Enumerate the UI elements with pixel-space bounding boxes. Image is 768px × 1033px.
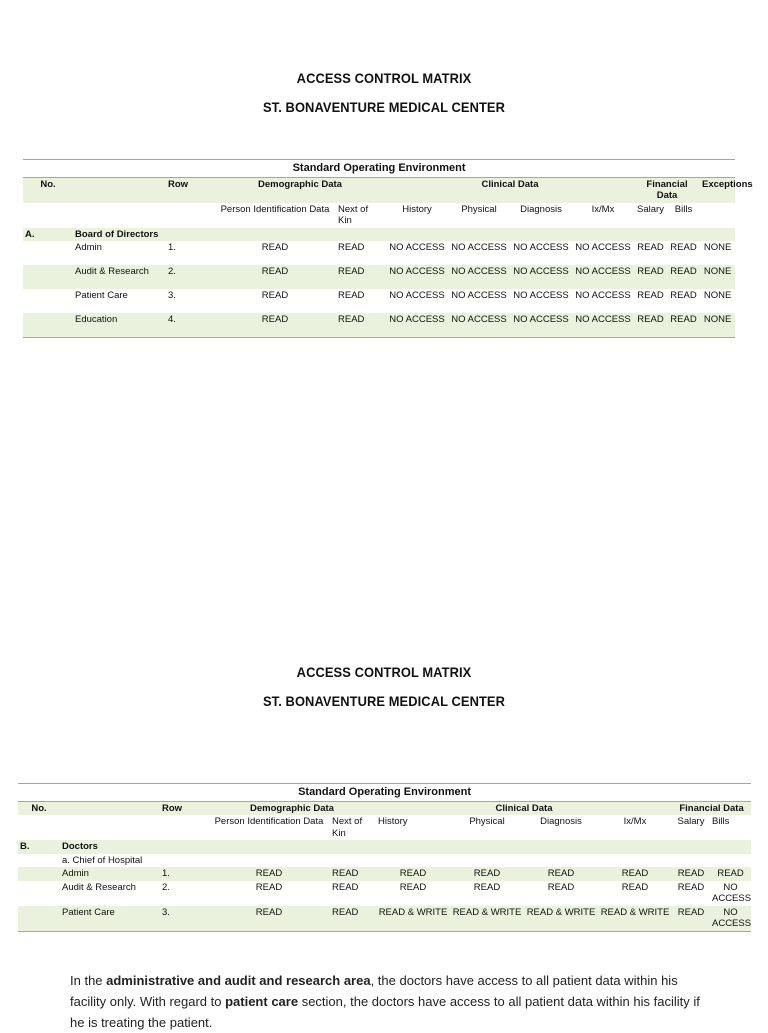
col-exceptions-header: Exceptions	[700, 177, 735, 203]
cell-ixmx: NO ACCESS	[575, 242, 631, 253]
cell-exceptions: NONE	[700, 265, 735, 289]
col-clinical-header: Clinical Data	[376, 801, 672, 815]
cell-physical: NO ACCESS	[451, 242, 507, 253]
cell-bills: READ	[667, 313, 700, 337]
row-number: 2.	[166, 265, 214, 289]
cell-salary: READ	[634, 265, 667, 289]
row-number: 3.	[160, 906, 208, 932]
cell-diagnosis: READ & WRITE	[524, 906, 598, 932]
cell-bills: NO ACCESS	[710, 906, 751, 932]
col-no-header: No.	[23, 177, 73, 203]
page2-subtitle: ST. BONAVENTURE MEDICAL CENTER	[262, 693, 506, 709]
paragraph-text: , the doctors have access to all patient data within his facility only. With regard to	[70, 973, 678, 1009]
page1-title: ACCESS CONTROL MATRIX	[296, 70, 472, 86]
paragraph-text: section, the doctors have access to all patient data within his facility if he is treating the patient.	[70, 994, 700, 1030]
cell-bills: READ	[667, 265, 700, 289]
sub-nok-header: Next of Kin	[332, 816, 363, 839]
page2-title: ACCESS CONTROL MATRIX	[296, 664, 472, 680]
cell-nok: READ	[330, 867, 376, 881]
cell-salary: READ	[672, 906, 710, 932]
cell-nok: READ	[336, 265, 386, 289]
cell-bills: READ	[670, 242, 697, 253]
row-name: Audit & Research	[62, 881, 136, 893]
subsection-label: a. Chief of Hospital	[62, 854, 143, 866]
cell-history: NO ACCESS	[389, 242, 445, 253]
cell-physical: READ	[473, 881, 501, 893]
cell-pid: READ	[261, 242, 289, 253]
cell-nok: READ	[336, 313, 386, 337]
cell-history: NO ACCESS	[386, 265, 448, 289]
row-number: 1.	[160, 867, 208, 881]
sub-ixmx-header: Ix/Mx	[591, 203, 615, 215]
row-number: 2.	[162, 881, 170, 893]
cell-pid: READ	[208, 906, 330, 932]
cell-nok: READ	[338, 242, 365, 253]
environment-header: Standard Operating Environment	[18, 784, 751, 802]
cell-pid: READ	[214, 313, 336, 337]
cell-history: READ & WRITE	[376, 906, 450, 932]
row-number: 4.	[166, 313, 214, 337]
cell-diagnosis: READ	[547, 881, 575, 893]
cell-physical: NO ACCESS	[451, 290, 507, 301]
cell-nok: READ	[332, 881, 359, 893]
row-name: Patient Care	[75, 290, 128, 301]
row-number: 1.	[168, 242, 176, 253]
row-number: 3.	[168, 290, 176, 301]
col-demographic-header: Demographic Data	[208, 801, 376, 815]
sub-pid-header: Person Identification Data	[214, 816, 324, 827]
cell-salary: READ	[677, 881, 705, 893]
paragraph-bold: patient care	[225, 994, 299, 1009]
cell-bills: READ	[710, 867, 751, 881]
cell-nok: READ	[338, 290, 365, 301]
cell-pid: READ	[208, 867, 330, 881]
row-name: Audit & Research	[73, 265, 166, 289]
sub-salary-header: Salary	[677, 816, 705, 827]
sub-physical-header: Physical	[461, 203, 497, 215]
cell-ixmx: READ	[621, 881, 649, 893]
row-name: Admin	[60, 867, 160, 881]
section-label: Board of Directors	[73, 228, 336, 242]
access-matrix-table-a	[23, 159, 753, 338]
sub-bills-header: Bills	[674, 203, 693, 215]
paragraph-text: In the	[70, 973, 107, 988]
cell-salary: READ	[634, 313, 667, 337]
row-name: Admin	[75, 242, 102, 253]
cell-exceptions: NONE	[703, 290, 732, 301]
cell-bills: READ	[670, 290, 697, 301]
col-financial-header: Financial Data	[672, 801, 751, 815]
cell-physical: NO ACCESS	[448, 313, 510, 337]
sub-bills-header: Bills	[712, 816, 730, 827]
row-name: Education	[73, 313, 166, 337]
sub-pid-header: Person Identification Data	[220, 203, 330, 215]
cell-ixmx: READ & WRITE	[598, 906, 672, 932]
section-number: A.	[23, 228, 73, 242]
cell-physical: READ & WRITE	[450, 906, 524, 932]
cell-history: READ	[376, 867, 450, 881]
cell-history: READ	[399, 881, 427, 893]
col-no-header: No.	[18, 801, 60, 815]
cell-salary: READ	[637, 242, 664, 253]
cell-history: NO ACCESS	[389, 290, 445, 301]
cell-ixmx: NO ACCESS	[575, 290, 631, 301]
paragraph-bold: administrative and audit and research area	[106, 973, 371, 988]
explanation-paragraph	[70, 970, 710, 1033]
sub-history-header: History	[402, 203, 432, 215]
cell-ixmx: READ	[598, 867, 672, 881]
col-clinical-header: Clinical Data	[386, 177, 634, 203]
cell-exceptions: NONE	[700, 313, 735, 337]
page1-subtitle: ST. BONAVENTURE MEDICAL CENTER	[262, 99, 506, 115]
cell-history: NO ACCESS	[386, 313, 448, 337]
sub-physical-header: Physical	[469, 816, 505, 827]
cell-diagnosis: NO ACCESS	[510, 313, 572, 337]
cell-diagnosis: NO ACCESS	[513, 290, 569, 301]
sub-history-header: History	[378, 816, 408, 827]
sub-salary-header: Salary	[637, 203, 664, 215]
sub-ixmx-header: Ix/Mx	[623, 816, 647, 827]
col-demographic-header: Demographic Data	[214, 177, 386, 203]
cell-nok: READ	[330, 906, 376, 932]
col-row-header: Row	[160, 801, 208, 815]
row-name: Patient Care	[60, 906, 160, 932]
section-label: Doctors	[60, 840, 330, 854]
environment-header: Standard Operating Environment	[23, 160, 735, 178]
col-financial-header: Financial Data	[634, 177, 700, 203]
cell-ixmx: NO ACCESS	[572, 313, 634, 337]
cell-ixmx: NO ACCESS	[572, 265, 634, 289]
sub-diagnosis-header: Diagnosis	[540, 816, 582, 827]
cell-diagnosis: READ	[524, 867, 598, 881]
cell-exceptions: NONE	[703, 242, 732, 253]
access-matrix-table-b	[18, 783, 751, 932]
cell-pid: READ	[214, 265, 336, 289]
col-row-header: Row	[166, 177, 214, 203]
cell-diagnosis: NO ACCESS	[513, 242, 569, 253]
cell-diagnosis: NO ACCESS	[510, 265, 572, 289]
cell-salary: READ	[672, 867, 710, 881]
cell-pid: READ	[255, 881, 283, 893]
cell-physical: NO ACCESS	[448, 265, 510, 289]
sub-diagnosis-header: Diagnosis	[520, 203, 562, 215]
cell-pid: READ	[261, 290, 289, 301]
cell-bills: NO ACCESS	[712, 881, 752, 904]
cell-physical: READ	[450, 867, 524, 881]
cell-salary: READ	[637, 290, 664, 301]
sub-nok-header: Next of Kin	[338, 203, 369, 226]
section-number: B.	[18, 840, 60, 854]
